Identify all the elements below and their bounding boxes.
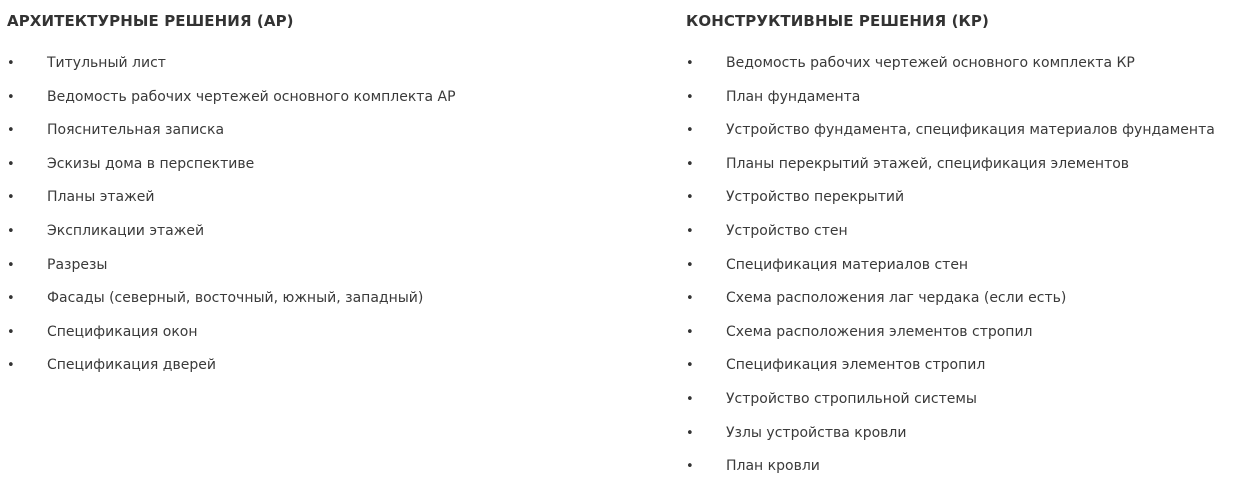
list-item — [686, 181, 1234, 215]
list-item — [7, 47, 647, 81]
bullet-icon: • — [7, 56, 15, 71]
bullet-icon: • — [686, 190, 694, 206]
list-item — [686, 349, 1234, 383]
section-title-architectural: АРХИТЕКТУРНЫЕ РЕШЕНИЯ (АР) — [7, 12, 294, 30]
section-title-structural: КОНСТРУКТИВНЫЕ РЕШЕНИЯ (КР) — [686, 12, 989, 30]
list-item — [686, 215, 1234, 249]
list-item-label: Схема расположения лаг чердака (если есть) — [726, 290, 1067, 307]
list-item-label: Разрезы — [47, 256, 108, 273]
section-architectural — [7, 0, 647, 383]
bullet-icon: • — [7, 324, 15, 340]
bullet-icon: • — [686, 89, 694, 105]
bullet-icon: • — [7, 223, 15, 239]
list-item — [686, 316, 1234, 350]
list-item — [686, 417, 1234, 451]
list-item-label: Спецификация материалов стен — [726, 256, 969, 273]
bullet-icon: • — [686, 358, 694, 374]
list-item-label: Устройство перекрытий — [726, 189, 905, 206]
list-item-label: Устройство стропильной системы — [726, 390, 977, 407]
bullet-icon: • — [686, 223, 694, 239]
list-item-label: Эскизы дома в перспективе — [47, 155, 255, 172]
list-item — [686, 249, 1234, 283]
list-item — [7, 249, 647, 283]
bullet-icon: • — [686, 425, 694, 441]
bullet-icon: • — [686, 291, 694, 307]
list-item-label: Титульный лист — [47, 55, 166, 71]
list-item — [686, 81, 1234, 115]
list-item-label: Спецификация окон — [47, 323, 198, 340]
bullet-icon: • — [686, 324, 694, 340]
list-item — [7, 282, 647, 316]
list-item — [686, 383, 1234, 417]
list-item-label: Ведомость рабочих чертежей основного комплекта КР — [726, 55, 1135, 71]
list-item — [7, 114, 647, 148]
list-item — [686, 282, 1234, 316]
list-item-label: Спецификация элементов стропил — [726, 357, 986, 374]
list-item-label: Планы перекрытий этажей, спецификация элементов — [726, 155, 1130, 172]
bullet-icon: • — [686, 123, 694, 139]
list-item-label: Устройство фундамента, спецификация материалов фундамента — [726, 122, 1215, 139]
bullet-icon: • — [7, 89, 15, 105]
bullet-icon: • — [7, 257, 15, 273]
list-item — [7, 148, 647, 182]
list-item — [7, 181, 647, 215]
list-item-label: Фасады (северный, восточный, южный, западный) — [47, 290, 424, 307]
bullet-icon: • — [7, 358, 15, 374]
list-item-label: Устройство стен — [726, 222, 848, 239]
bullet-icon: • — [686, 56, 694, 71]
bullet-icon: • — [686, 156, 694, 172]
list-item-label: Экспликации этажей — [47, 222, 205, 239]
list-item — [686, 148, 1234, 182]
list-item — [7, 215, 647, 249]
bullet-icon: • — [686, 257, 694, 273]
list-item — [7, 349, 647, 383]
bullet-icon: • — [686, 391, 694, 407]
list-item-label: Пояснительная записка — [47, 122, 225, 139]
list-item — [686, 47, 1234, 81]
list-item-label: План кровли — [726, 458, 820, 475]
list-item-label: План фундамента — [726, 88, 861, 105]
list-item — [7, 81, 647, 115]
list-item — [686, 450, 1234, 484]
bullet-icon: • — [7, 291, 15, 307]
list-item-label: Ведомость рабочих чертежей основного комплекта АР — [47, 88, 456, 105]
list-item-label: Планы этажей — [47, 189, 155, 206]
list-item-label: Узлы устройства кровли — [726, 424, 907, 441]
list-item-label: Схема расположения элементов стропил — [726, 323, 1033, 340]
bullet-icon: • — [7, 156, 15, 172]
bullet-icon: • — [7, 190, 15, 206]
item-list-structural — [686, 47, 1234, 484]
list-item-label: Спецификация дверей — [47, 357, 216, 374]
bullet-icon: • — [686, 459, 694, 475]
item-list-architectural — [7, 47, 647, 383]
section-structural — [686, 0, 1234, 484]
bullet-icon: • — [7, 123, 15, 139]
list-item — [7, 316, 647, 350]
list-item — [686, 114, 1234, 148]
